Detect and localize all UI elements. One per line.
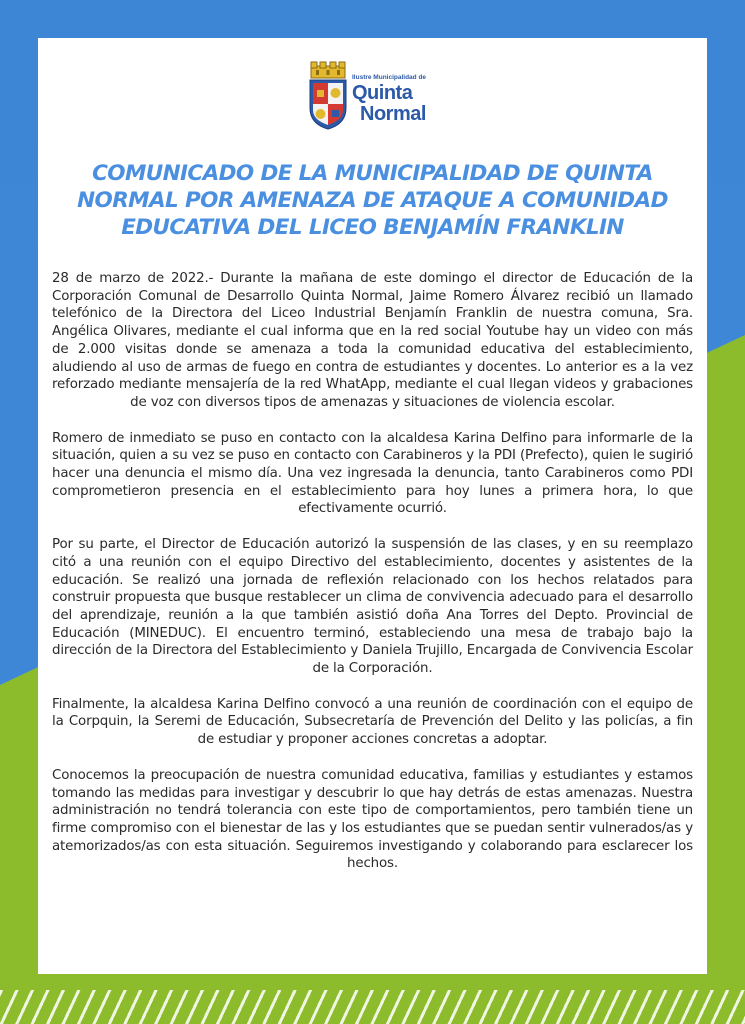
paragraph-5: Conocemos la preocupación de nuestra comunidad educativa, familias y estudiantes y estamos tomando las medidas para investigar y descubrir lo que hay detrás de estas amenazas. Nuestra administración no tendrá tolerancia con este tipo de comportamientos, pero también tiene un firme compromiso con el bienestar de las y los estudiantes que se puedan sentir vulnerados/as y atemorizados/as con esta situación. Seguiremos investigando y colaborando para esclarecer los hechos. xyxy=(52,767,693,872)
paragraph-2: Romero de inmediato se puso en contacto con la alcaldesa Karina Delfino para informarle de la situación, quien a su vez se puso en contacto con Carabineros y la PDI (Prefecto), quien le sugirió hacer una denuncia el mismo día. Una vez ingresada la denuncia, tanto Carabineros como PDI comprometieron presencia en el establecimiento para hoy lunes a primera hora, lo que efectivamente ocurrió. xyxy=(52,430,693,517)
title-line-1: COMUNICADO DE LA MUNICIPALIDAD DE QUINTA xyxy=(92,161,653,186)
paragraph-1: 28 de marzo de 2022.- Durante la mañana de este domingo el director de Educación de la Corporación Comunal de Desarrollo Quinta Normal, Jaime Romero Álvarez recibió un llamado telefónico de la Directora del Liceo Industrial Benjamín Franklin de nuestra comuna, Sra. Angélica Olivares, mediante el cual informa que en la red social Youtube hay un video con más de 2.000 visitas donde se amenaza a toda la comunidad educativa del establecimiento, aludiendo al uso de armas de fuego en contra de estudiantes y docentes. Lo anterior es a la vez reforzado mediante mensajería de la red WhatApp, mediante el cual llegan videos y grabaciones de voz con diversos tipos de amenazas y situaciones de violencia escolar. xyxy=(52,271,693,410)
title-line-3: EDUCATIVA DEL LICEO BENJAMÍN FRANKLIN xyxy=(121,215,624,240)
paragraph-4: Finalmente, la alcaldesa Karina Delfino convocó a una reunión de coordinación con el equipo de la Corpquin, la Seremi de Educación, Subsecretaría de Prevención del Delito y las policías, a fin de estudiar y proponer acciones concretas a adoptar. xyxy=(52,696,693,748)
article-body xyxy=(52,270,693,891)
paragraph-3: Por su parte, el Director de Educación autorizó la suspensión de las clases, y en su reemplazo citó a una reunión con el equipo Directivo del establecimiento, docentes y asistentes de la educación. Se realizó una jornada de reflexión relacionado con los hechos relatados para construir propuesta que busque restablecer un clima de convivencia adecuado para el desarrollo del aprendizaje, reunión a la que también asistió doña Ana Torres del Depto. Provincial de Educación (MINEDUC). El encuentro terminó, estableciendo una mesa de trabajo bajo la dirección de la Directora del Establecimiento y Daniela Trujillo, Encargada de Convivencia Escolar de la Corporación. xyxy=(52,537,693,677)
page-title xyxy=(52,160,693,241)
bottom-stripe-pattern xyxy=(0,990,745,1024)
title-line-2: NORMAL POR AMENAZA DE ATAQUE A COMUNIDAD xyxy=(77,188,668,213)
logo-word-quinta: Quinta xyxy=(352,82,413,104)
coat-of-arms-icon xyxy=(307,60,349,130)
logo-subtitle: Ilustre Municipalidad de xyxy=(352,74,427,81)
municipality-logo xyxy=(307,60,443,132)
logo-word-normal: Normal xyxy=(360,103,426,125)
